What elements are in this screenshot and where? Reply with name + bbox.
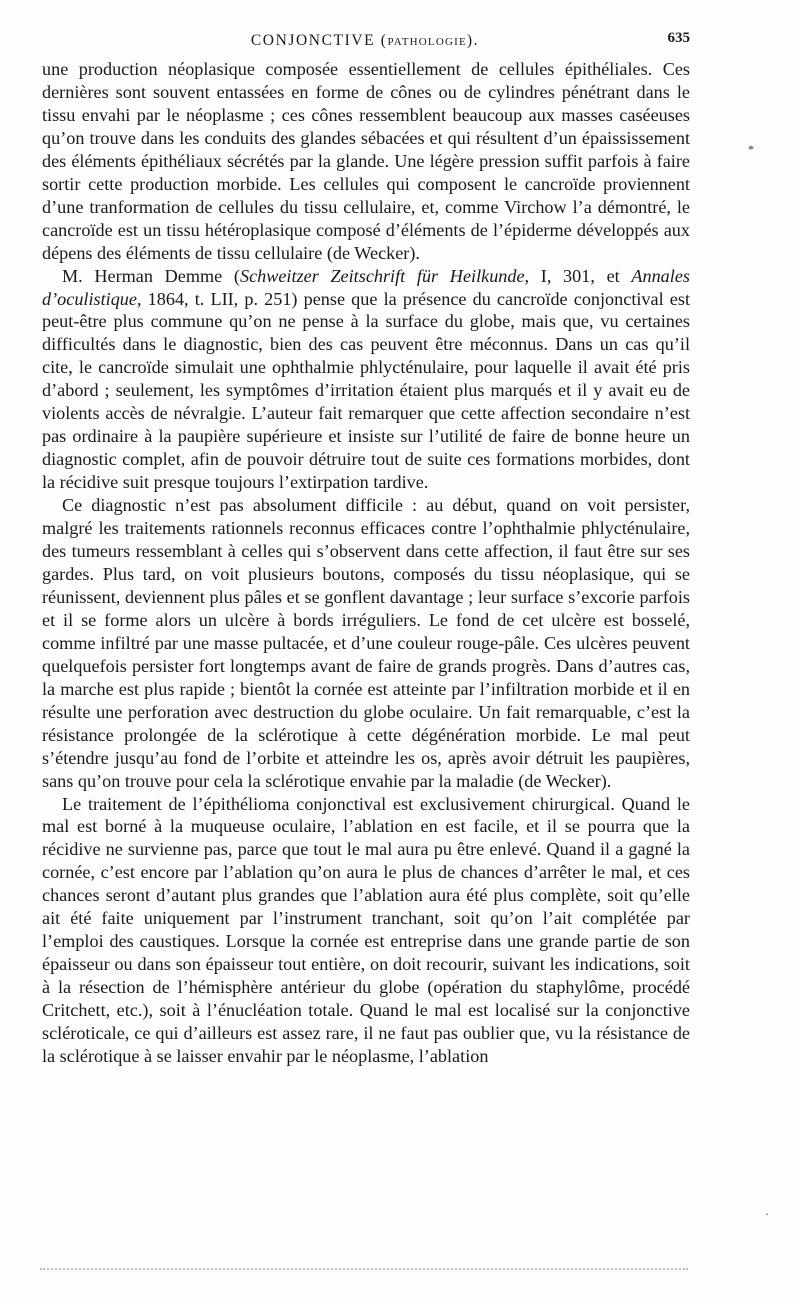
italic-citation: Annales d’oculistique [42, 265, 690, 309]
text-run: , 1864, t. LII, p. 251) pense que la présence du cancroïde conjonctival est peut-être plus commune qu’on ne pense à la surface du globe, mais que, vu certaines difficultés dans le diagnostic, bien des cas peuvent être méconnus. Dans un cas qu’il cite, le cancroïde simulait une ophthalmie phlycténulaire, pour laquelle il avait été pris d’abord ; seulement, les symptômes d’irritation étaient plus marqués et il y avait eu de violents accès de névralgie. L’auteur fait remarquer que cette affection secondaire n’est pas ordinaire à la paupière supérieure et insiste sur l’utilité de faire de bonne heure un diagnostic complet, afin de pouvoir détruire tout de suite ces formations morbides, dont la récidive suit presque toujours l’extirpation tardive. [42, 288, 690, 493]
running-title [40, 32, 690, 50]
text-run: , I, 301, et [524, 265, 632, 286]
page-number: 635 [667, 30, 690, 46]
margin-mark: * [748, 142, 754, 156]
paragraph [42, 265, 690, 495]
text-run: Ce diagnostic n’est pas absolument difficile : au début, quand on voit persister, malgré les traitements rationnels reconnus efficaces contre l’ophthalmie phlycténulaire, des tumeurs ressemblant à celles qui s’observent dans cette affection, il faut être sur ses gardes. Plus tard, on voit plusieurs boutons, composés du tissu néoplasique, qui se réunissent, deviennent plus pâles et se gonflent davantage ; leur surface s’excorie parfois et il se forme alors un ulcère à bords irréguliers. Le fond de cet ulcère est bosselé, comme infiltré par une masse pultacée, et d’une couleur rouge-pâle. Ces ulcères peuvent quelquefois persister fort longtemps avant de faire de grands progrès. Dans d’autres cas, la marche est plus rapide ; bientôt la cornée est atteinte par l’infiltration morbide et il en résulte une perforation avec destruction du globe oculaire. Un fait remarquable, c’est la résistance prolongée de la sclérotique à cette dégénération morbide. Le mal peut s’étendre jusqu’au fond de l’orbite et atteindre les os, après avoir détruit les paupières, sans qu’on trouve pour cela la sclérotique envahie par la maladie (de Wecker). [42, 495, 690, 791]
italic-citation: Schweitzer Zeitschrift für Heilkunde [239, 265, 525, 286]
body-text [42, 58, 690, 1068]
paragraph [42, 793, 690, 1068]
running-header [40, 30, 690, 54]
text-run: M. Herman Demme ( [62, 265, 240, 286]
text-run: une production néoplasique composée essentiellement de cellules épithéliales. Ces dernières sont souvent entassées en forme de cônes ou de cylindres pénétrant dans le tissu envahi par le néoplasme ; ces cônes ressemblent beaucoup aux masses caséeuses qu’on trouve dans les conduits des glandes sébacées et qui résultent d’un épaississement des éléments épithéliaux sécrétés par la glande. Une légère pression suffit parfois à faire sortir cette production morbide. Les cellules qui composent le cancroïde proviennent d’une tranformation de cellules du tissu cellulaire, et, comme Virchow l’a démontré, le cancroïde est un tissu hétéroplasique composé d’éléments de l’épiderme développés aux dépens des éléments de tissu cellulaire (de Wecker). [42, 59, 690, 263]
paragraph [42, 494, 690, 792]
running-title-main: CONJONCTIVE ( [250, 32, 388, 49]
running-title-end: ). [466, 32, 480, 49]
running-title-subject: PATHOLOGIE [387, 36, 467, 48]
text-run: Le traitement de l’épithélioma conjonctival est exclusivement chirurgical. Quand le mal est borné à la muqueuse oculaire, l’ablation en est facile, et il se pourra que la récidive ne survienne pas, parce que tout le mal aura pu être enlevé. Quand il a gagné la cornée, c’est encore par l’ablation qu’on aura le plus de chances d’arrêter le mal, et ces chances seront d’autant plus grandes que l’ablation aura été plus complète, soit qu’elle ait été faite uniquement par l’instrument tranchant, soit qu’on l’ait complétée par l’emploi des caustiques. Lorsque la cornée est entreprise dans une grande partie de son épaisseur ou dans son épaisseur tout entière, on doit recourir, suivant les indications, soit à la résection de l’hémisphère antérieur du globe (opération du staphylôme, procédé Critchett, etc.), soit à l’énucléation totale. Quand le mal est localisé sur la conjonctive scléroticale, ce qui d’ailleurs est assez rare, il ne faut pas oublier que, vu la résistance de la sclérotique à se laisser envahir par le néoplasme, l’ablation [42, 793, 690, 1066]
print-bleed-line [40, 1268, 688, 1273]
margin-mark: · [765, 1207, 769, 1221]
paragraph [42, 58, 690, 265]
